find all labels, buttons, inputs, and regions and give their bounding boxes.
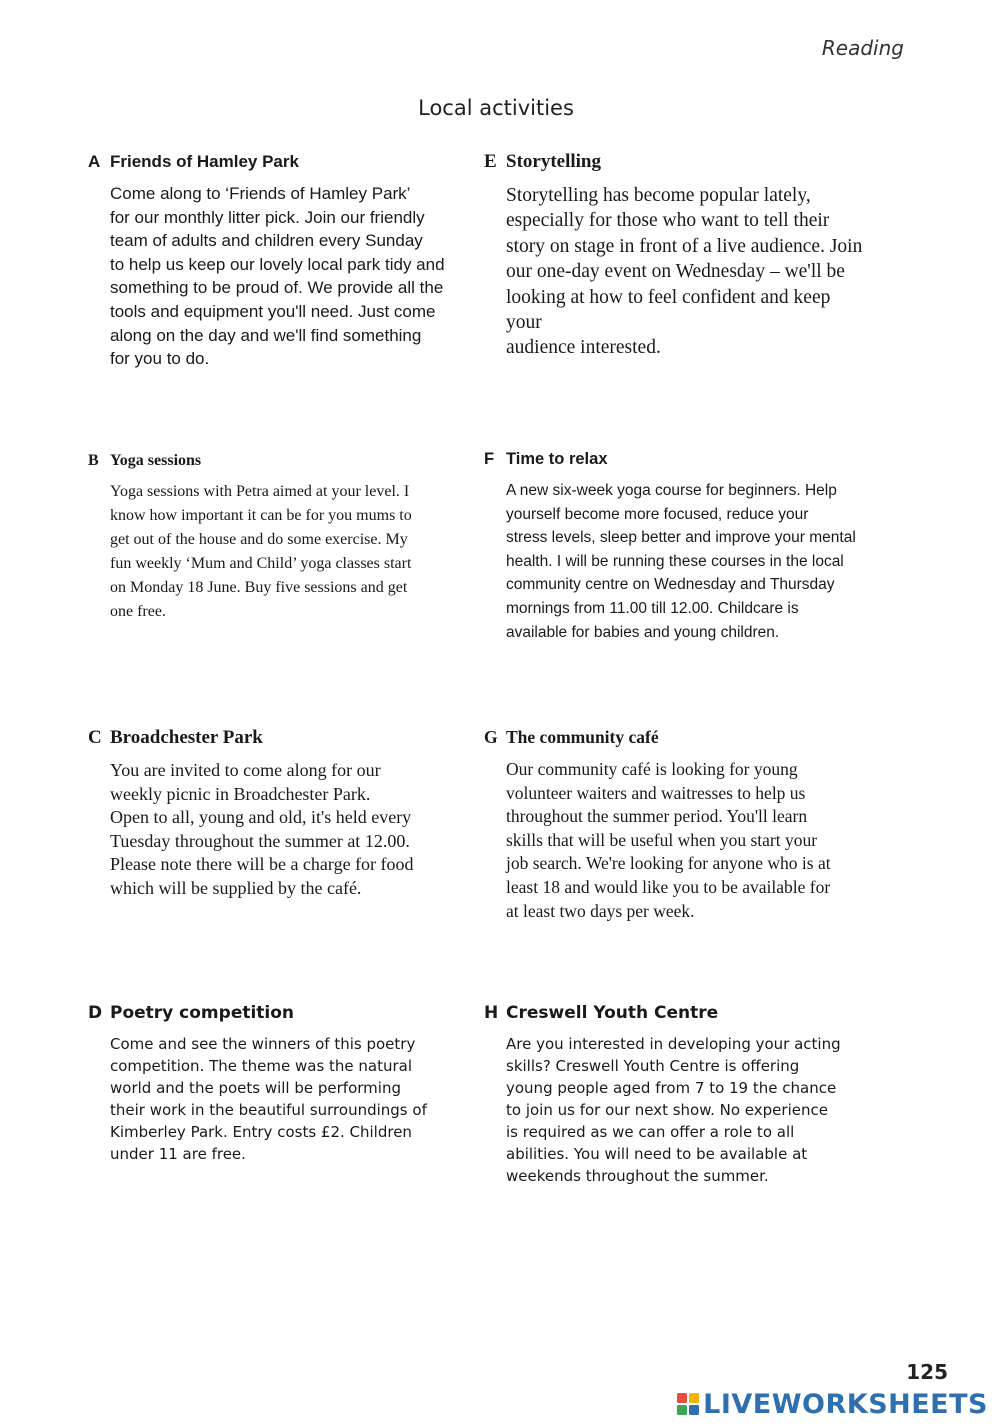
page-number: 125 — [906, 1360, 948, 1384]
ad-broadchester-park — [88, 727, 468, 901]
ad-title: Friends of Hamley Park — [110, 152, 299, 171]
liveworksheets-logo-icon — [676, 1392, 700, 1416]
ad-heading — [88, 152, 468, 172]
ad-letter: E — [484, 151, 497, 172]
ad-letter: F — [484, 450, 495, 468]
ad-heading — [484, 1003, 894, 1023]
liveworksheets-wordmark: LIVEWORKSHEETS — [703, 1388, 988, 1420]
ad-title: The community café — [506, 727, 659, 747]
ad-storytelling — [484, 151, 864, 361]
ad-title: Broadchester Park — [110, 727, 263, 748]
ad-title: Creswell Youth Centre — [506, 1003, 719, 1023]
ad-heading — [88, 1003, 468, 1023]
ad-heading — [484, 450, 864, 469]
ad-heading — [484, 151, 864, 173]
liveworksheets-brand[interactable] — [676, 1388, 988, 1420]
ad-letter: C — [88, 727, 102, 748]
ad-body: Our community café is looking for young volunteer waiters and waitresses to help us throughout the summer period. You'll learn skills that will be useful when you start your job search. We're looking for anyone who is at least 18 and would like you to be available for at least two days per week. — [506, 759, 831, 921]
ad-heading — [484, 727, 894, 748]
ad-body: Come and see the winners of this poetry competition. The theme was the natural world and the poets will be performing their work in the beautiful surroundings of Kimberley Park. Entry costs £2. Children under 11 are free. — [110, 1035, 427, 1163]
ad-yoga-sessions — [88, 452, 468, 624]
ad-title: Poetry competition — [110, 1003, 295, 1023]
ad-body: You are invited to come along for our weekly picnic in Broadchester Park. Open to all, young and old, it's held every Tuesday throughout the summer at 12.00. Please note there will be a charge for food which will be supplied by the café. — [110, 760, 414, 898]
ad-body: Yoga sessions with Petra aimed at your level. I know how important it can be for you mums to get out of the house and do some exercise. My fun weekly ‘Mum and Child’ yoga classes start on Monday 18 June. Buy five sessions and get one free. — [110, 483, 412, 620]
ad-heading — [88, 452, 468, 470]
ad-community-cafe — [484, 727, 894, 923]
ad-body: Are you interested in developing your acting skills? Creswell Youth Centre is offering young people aged from 7 to 19 the chance to join us for our next show. No experience is required as we can offer a role to all abilities. You will need to be available at weekends throughout the summer. — [506, 1035, 841, 1185]
ad-poetry-competition — [88, 1003, 468, 1165]
ad-title: Time to relax — [506, 450, 608, 468]
ad-letter: B — [88, 452, 99, 469]
ad-letter: A — [88, 152, 101, 171]
ad-body: Come along to ‘Friends of Hamley Park’ for our monthly litter pick. Join our friendly team of adults and children every Sunday to help us keep our lovely local park tidy and something to be proud of. We provide all the tools and equipment you'll need. Just come along on the day and we'll find something for you to do. — [110, 184, 445, 369]
ad-title: Yoga sessions — [110, 452, 202, 469]
ad-body: Storytelling has become popular lately, especially for those who want to tell their story on stage in front of a live audience. Join our one-day event on Wednesday – we'll be looking at how to feel confident and keep your audience interested. — [506, 185, 863, 359]
ad-letter: H — [484, 1003, 499, 1023]
ad-letter: G — [484, 727, 498, 747]
section-label: Reading — [821, 36, 904, 60]
ad-title: Storytelling — [506, 151, 601, 172]
ad-heading — [88, 727, 468, 749]
ad-letter: D — [88, 1003, 103, 1023]
ad-body: A new six-week yoga course for beginners. Help yourself become more focused, reduce your stress levels, sleep better and improve your mental health. I will be running these courses in the local community centre on Wednesday and Thursday mornings from 11.00 till 12.00. Childcare is available for babies and young children. — [506, 482, 856, 641]
ad-time-to-relax — [484, 450, 864, 644]
ad-friends-of-hamley-park — [88, 152, 468, 371]
page-title: Local activities — [418, 96, 574, 120]
ad-creswell-youth-centre — [484, 1003, 894, 1187]
